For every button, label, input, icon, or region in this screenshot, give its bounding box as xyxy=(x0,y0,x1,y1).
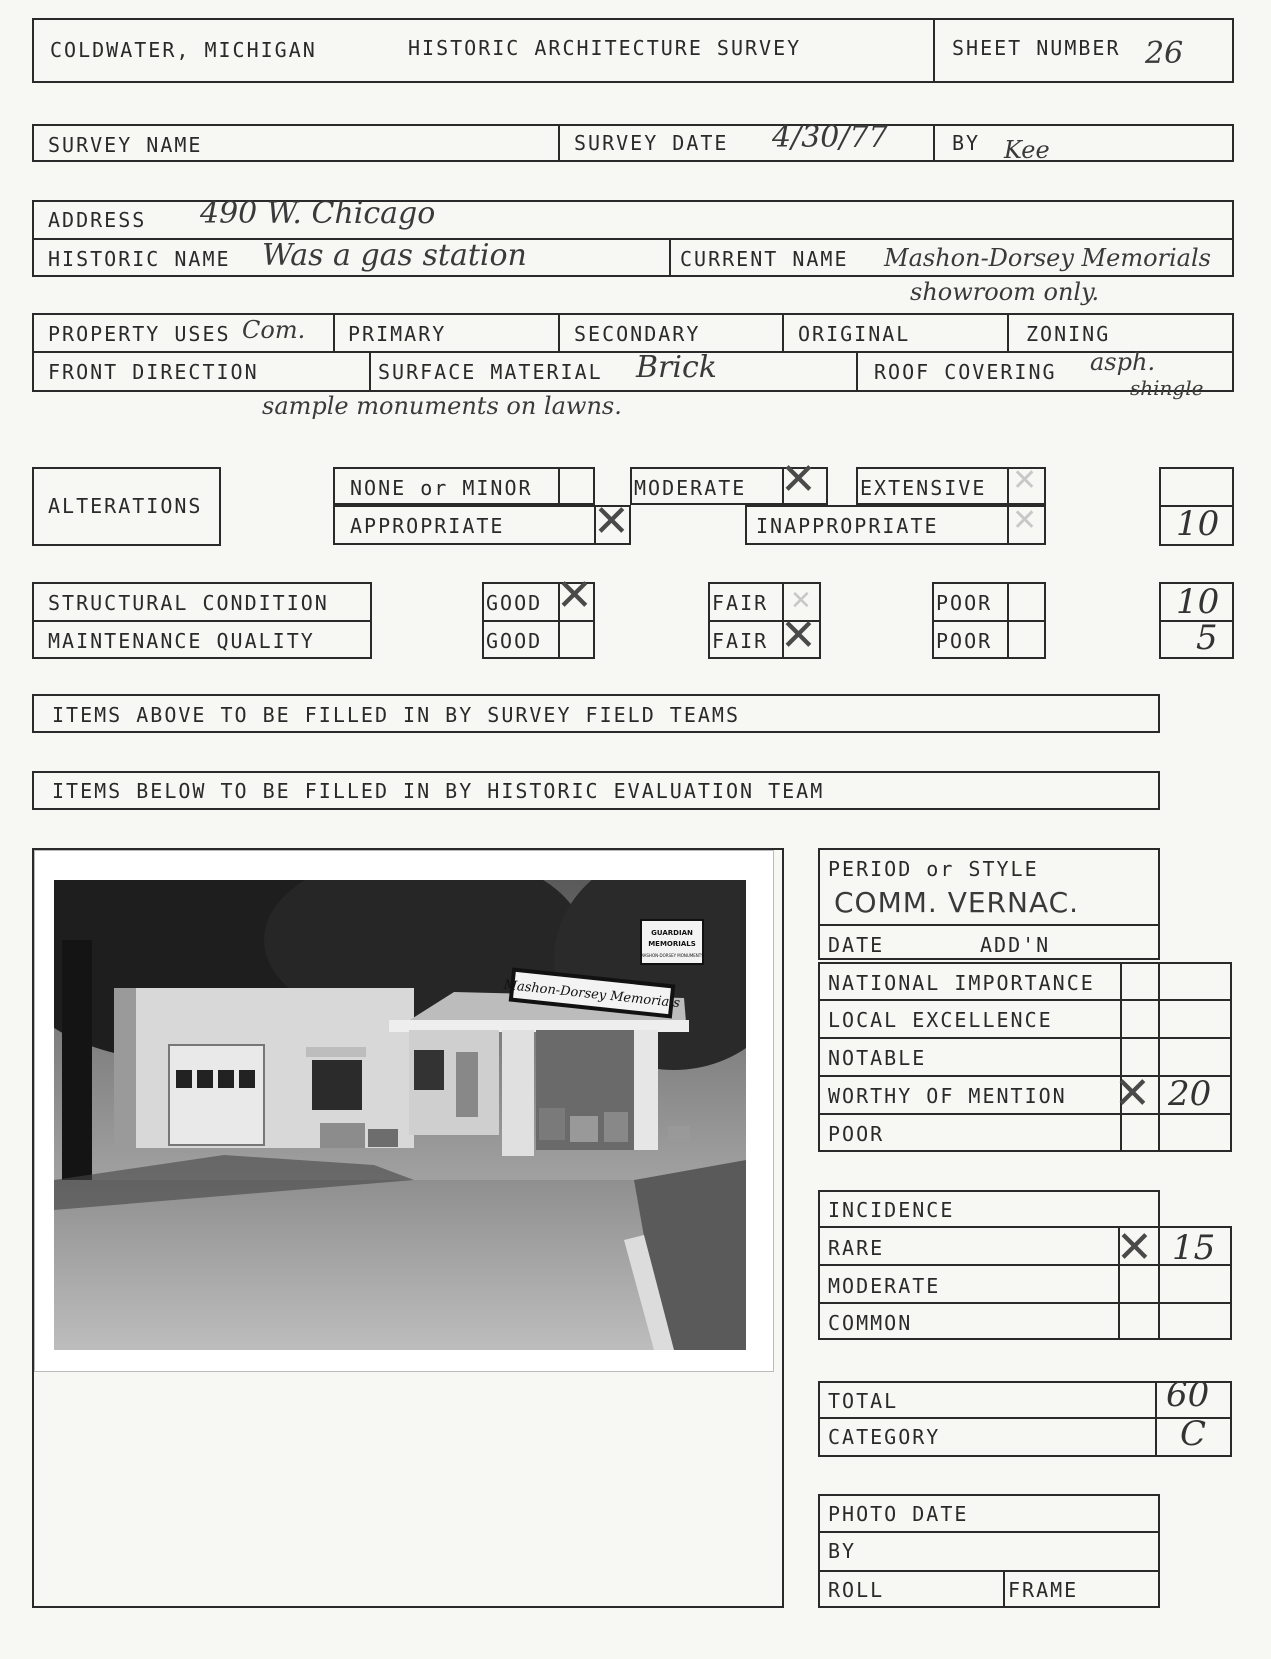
photo-garage-window-1 xyxy=(176,1070,192,1088)
fair-label-structural: FAIR xyxy=(712,591,769,615)
photo-office-window xyxy=(312,1060,362,1110)
historic-name-value: Was a gas station xyxy=(262,238,527,273)
eval-team-banner-text: ITEMS BELOW TO BE FILLED IN BY HISTORIC EVALUATION TEAM xyxy=(52,779,825,803)
photo-main-sign-text: Mashon-Dorsey Memorials xyxy=(502,977,681,1012)
building-photo xyxy=(54,880,746,1350)
historic-name-label: HISTORIC NAME xyxy=(48,247,231,271)
poor-label-structural: POOR xyxy=(936,591,993,615)
photo-monument-4 xyxy=(570,1116,598,1142)
survey-div1 xyxy=(558,124,560,162)
local-excellence-label: LOCAL EXCELLENCE xyxy=(828,1008,1053,1032)
structural-fair-checkmark: ✕ xyxy=(790,586,812,616)
period-style-value: COMM. VERNAC. xyxy=(834,886,1080,919)
header-title: HISTORIC ARCHITECTURE SURVEY xyxy=(408,36,802,60)
date-label: DATE xyxy=(828,933,885,957)
survey-div2 xyxy=(933,124,935,162)
survey-by-label: BY xyxy=(952,131,981,155)
extensive-checkmark: ✕ xyxy=(1012,463,1038,498)
field-team-banner-text: ITEMS ABOVE TO BE FILLED IN BY SURVEY FIELD TEAMS xyxy=(52,703,741,727)
property-note: sample monuments on lawns. xyxy=(262,392,622,420)
inappropriate-checkmark: ✕ xyxy=(1012,503,1038,538)
historic-name-divider xyxy=(669,238,671,277)
good-label-maintenance: GOOD xyxy=(486,629,543,653)
poor-divider xyxy=(932,620,1046,622)
property-uses-value: Com. xyxy=(242,316,306,344)
address-label: ADDRESS xyxy=(48,208,147,232)
category-value: C xyxy=(1180,1414,1207,1454)
primary-label: PRIMARY xyxy=(348,322,447,346)
alterations-score: 10 xyxy=(1176,504,1220,544)
fair-label-maintenance: FAIR xyxy=(712,629,769,653)
secondary-label: SECONDARY xyxy=(574,322,701,346)
property-uses-label: PROPERTY USES xyxy=(48,322,231,346)
extensive-checkcell xyxy=(1007,467,1009,505)
photo-canopy-window xyxy=(414,1050,444,1090)
front-div2 xyxy=(856,351,858,392)
photo-monument-5 xyxy=(604,1112,628,1142)
survey-date-label: SURVEY DATE xyxy=(574,131,729,155)
maintenance-score: 5 xyxy=(1196,618,1218,658)
total-value: 60 xyxy=(1166,1375,1210,1415)
uses-div1 xyxy=(333,313,335,352)
poor-checkcell xyxy=(1007,582,1009,659)
address-value: 490 W. Chicago xyxy=(200,196,436,231)
notable-label: NOTABLE xyxy=(828,1046,927,1070)
good-label-structural: GOOD xyxy=(486,591,543,615)
survey-by-value: Kee xyxy=(1004,136,1050,164)
incidence-row4 xyxy=(818,1338,1232,1340)
worthy-checkmark: ✕ xyxy=(1114,1068,1151,1119)
roll-frame-divider xyxy=(1003,1570,1005,1608)
surface-material-label: SURFACE MATERIAL xyxy=(378,360,603,384)
total-label: TOTAL xyxy=(828,1389,899,1413)
total-value-col xyxy=(1155,1381,1157,1457)
zoning-label: ZONING xyxy=(1026,322,1111,346)
photo-date-label: PHOTO DATE xyxy=(828,1502,969,1526)
surface-material-value: Brick xyxy=(636,350,717,385)
survey-row-bottom xyxy=(32,160,1234,162)
survey-row-right xyxy=(1232,124,1234,162)
current-name-note: showroom only. xyxy=(910,278,1100,306)
incidence-label: INCIDENCE xyxy=(828,1198,955,1222)
photo-monument-3 xyxy=(539,1108,565,1140)
photo-small-sign xyxy=(306,1047,366,1057)
structural-condition-label: STRUCTURAL CONDITION xyxy=(48,591,329,615)
photo-monument-1 xyxy=(320,1123,365,1148)
photo-pole-sign-line2: MEMORIALS xyxy=(648,940,696,948)
total-divider xyxy=(818,1417,1232,1419)
rare-checkmark: ✕ xyxy=(1116,1222,1153,1273)
photo-date-row2 xyxy=(818,1570,1160,1572)
roll-label: ROLL xyxy=(828,1578,885,1602)
original-label: ORIGINAL xyxy=(798,322,911,346)
photo-monument-6 xyxy=(668,1126,690,1142)
rare-label: RARE xyxy=(828,1236,885,1260)
roof-covering-value2: shingle xyxy=(1130,376,1204,400)
importance-check-col xyxy=(1120,962,1122,1152)
structural-good-checkmark: ✕ xyxy=(556,570,593,621)
survey-date-value: 4/30/77 xyxy=(772,120,888,155)
incidence-row1 xyxy=(818,1226,1232,1228)
survey-name-label: SURVEY NAME xyxy=(48,133,203,157)
period-style-label: PERIOD or STYLE xyxy=(828,857,1039,881)
roof-covering-value: asph. xyxy=(1090,348,1156,376)
none-checkcell xyxy=(558,467,560,505)
photo-date-row1 xyxy=(818,1531,1160,1533)
header-location: COLDWATER, MICHIGAN xyxy=(50,38,317,62)
appropriate-label: APPROPRIATE xyxy=(350,514,505,538)
photo-garage-window-4 xyxy=(239,1070,255,1088)
uses-div3 xyxy=(782,313,784,352)
photo-monument-2 xyxy=(368,1129,398,1147)
photo-canopy-pillar-right xyxy=(634,1030,658,1150)
photo-garage-window-3 xyxy=(218,1070,234,1088)
current-name-value: Mashon-Dorsey Memorials xyxy=(884,244,1211,272)
importance-poor-label: POOR xyxy=(828,1122,885,1146)
photo-by-label: BY xyxy=(828,1539,857,1563)
photo-garage-window-2 xyxy=(197,1070,213,1088)
header-divider xyxy=(933,18,935,83)
incidence-row3 xyxy=(818,1302,1232,1304)
poor-label-maintenance: POOR xyxy=(936,629,993,653)
front-direction-label: FRONT DIRECTION xyxy=(48,360,259,384)
sheet-number-label: SHEET NUMBER xyxy=(952,36,1121,60)
uses-div2 xyxy=(558,313,560,352)
importance-row2 xyxy=(818,1037,1232,1039)
importance-row1 xyxy=(818,999,1232,1001)
structural-score: 10 xyxy=(1176,582,1220,622)
frame-label: FRAME xyxy=(1008,1578,1079,1602)
incidence-score-col xyxy=(1230,1226,1232,1340)
inappropriate-checkcell xyxy=(1007,505,1009,545)
importance-score-col xyxy=(1158,962,1160,1152)
sheet-number-value: 26 xyxy=(1145,36,1184,71)
category-label: CATEGORY xyxy=(828,1425,941,1449)
national-importance-label: NATIONAL IMPORTANCE xyxy=(828,971,1095,995)
survey-row-left xyxy=(32,124,34,162)
uses-div4 xyxy=(1007,313,1009,352)
none-minor-label: NONE or MINOR xyxy=(350,476,533,500)
moderate-label: MODERATE xyxy=(634,476,747,500)
photo-garage-side xyxy=(114,988,136,1148)
incidence-moderate-label: MODERATE xyxy=(828,1274,941,1298)
current-name-label: CURRENT NAME xyxy=(680,247,849,271)
inappropriate-label: INAPPROPRIATE xyxy=(756,514,939,538)
photo-canopy-door xyxy=(456,1052,478,1117)
photo-canopy-pillar-left xyxy=(502,1030,534,1156)
uses-divider xyxy=(32,351,1234,353)
front-div1 xyxy=(369,351,371,392)
alterations-label: ALTERATIONS xyxy=(48,494,203,518)
worthy-of-mention-label: WORTHY OF MENTION xyxy=(828,1084,1067,1108)
period-divider xyxy=(818,924,1160,926)
maintenance-quality-label: MAINTENANCE QUALITY xyxy=(48,629,315,653)
address-divider xyxy=(32,238,1234,240)
common-label: COMMON xyxy=(828,1311,913,1335)
addn-label: ADD'N xyxy=(980,933,1051,957)
photo-pole-sign-line1: GUARDIAN xyxy=(651,929,693,937)
maintenance-fair-checkmark: ✕ xyxy=(780,610,817,661)
incidence-score: 15 xyxy=(1172,1228,1216,1268)
roof-covering-label: ROOF COVERING xyxy=(874,360,1057,384)
moderate-checkmark: ✕ xyxy=(780,454,817,505)
survey-row-top xyxy=(32,124,1234,126)
photo-pole-sign-line3: MASHON-DORSEY MONUMENTS xyxy=(640,953,704,958)
incidence-row2 xyxy=(818,1264,1232,1266)
appropriate-checkmark: ✕ xyxy=(593,496,630,547)
photo-garage-door xyxy=(169,1045,264,1145)
extensive-label: EXTENSIVE xyxy=(860,476,987,500)
importance-score: 20 xyxy=(1168,1074,1212,1114)
condition-label-divider xyxy=(32,620,372,622)
